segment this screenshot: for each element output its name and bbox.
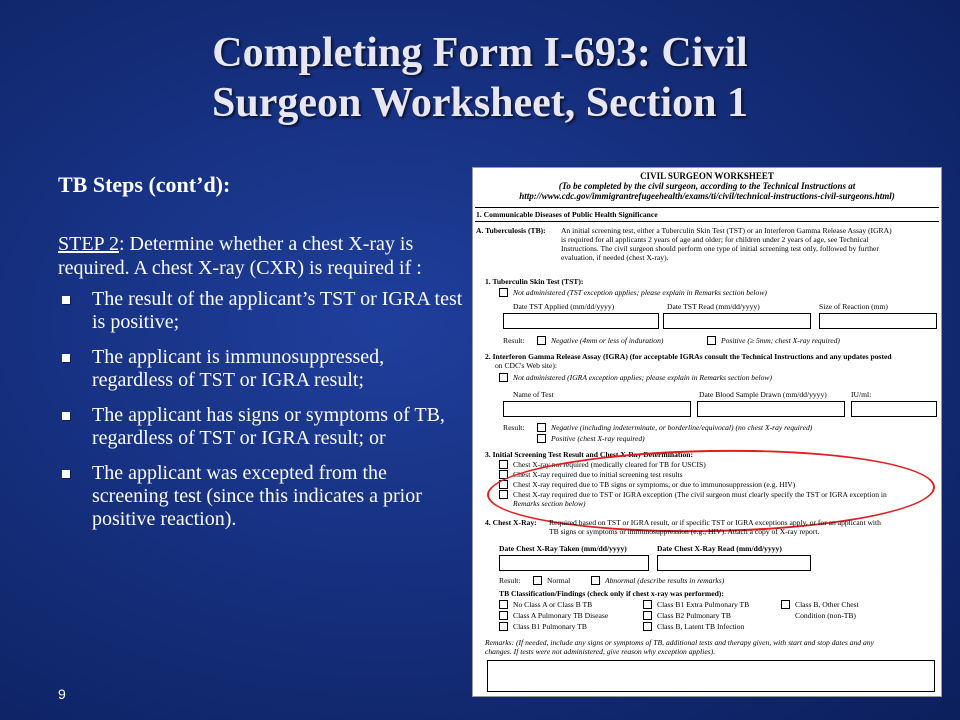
value-field <box>851 401 937 417</box>
cxr-normal: Normal <box>547 576 571 585</box>
checkbox <box>499 611 508 620</box>
step-text: : Determine whether a chest X-ray is required. A chest X-ray (CXR) is required if : <box>58 233 422 279</box>
checkbox <box>537 336 546 345</box>
form-title: CIVIL SURGEON WORKSHEET <box>640 171 774 181</box>
remarks-text: changes. If tests were not administered, give reason why exception applies). <box>485 647 716 656</box>
tb-text: An initial screening test, either a Tuberculin Skin Test (TST) or an Interferon Gamma Release Assay (IGRA) <box>561 226 892 235</box>
determination-option: Chest X-ray not required (medically cleared for TB for USCIS) <box>513 460 706 469</box>
result-label: Result: <box>503 336 525 345</box>
cxr-text: TB signs or symptoms or immunosuppression (e.g., HIV). Attach a copy of X-ray report. <box>549 527 820 536</box>
determination-option: Chest X-ray required due to TB signs or symptoms, or due to immunosuppression (e.g. HIV) <box>513 480 796 489</box>
checkbox <box>499 288 508 297</box>
bullet-item: The result of the applicant’s TST or IGRA test is positive; <box>58 288 466 334</box>
determination-option-cont: Remarks section below) <box>513 499 586 508</box>
bullet-item: The applicant is immunosuppressed, regardless of TST or IGRA result; <box>58 346 466 392</box>
classification-heading: TB Classification/Findings (check only if chest x-ray was performed): <box>499 589 724 598</box>
form-url: http://www.cdc.gov/immigrantrefugeehealth/exams/ti/civil/technical-instructions-civil-surgeons.html) <box>519 191 895 201</box>
tb-text: is required for all applicants 2 years of age and older; for children under 2 years of age, see Technical <box>561 235 869 244</box>
date-field <box>657 555 811 571</box>
tst-read-label: Date TST Read (mm/dd/yyyy) <box>667 302 760 311</box>
igra-heading: 2. Interferon Gamma Release Assay (IGRA) (for acceptable IGRAs consult the Technical Instructions and any updates posted <box>485 352 892 361</box>
date-field <box>503 313 659 329</box>
slide-title-line2: Surgeon Worksheet, Section 1 <box>212 80 748 126</box>
classification-option: Class B1 Extra Pulmonary TB <box>657 600 750 609</box>
igra-negative: Negative (including indeterminate, or borderline/equivocal) (no chest X-ray required) <box>551 423 813 432</box>
text-field <box>503 401 691 417</box>
slide-body <box>58 172 466 543</box>
checkbox <box>781 600 790 609</box>
tst-positive: Positive (≥ 5mm; chest X-ray required) <box>721 336 840 345</box>
tst-applied-label: Date TST Applied (mm/dd/yyyy) <box>513 302 615 311</box>
classification-option-cont: Condition (non-TB) <box>795 611 856 620</box>
classification-option: Class B, Other Chest <box>795 600 859 609</box>
bullet-item: The applicant has signs or symptoms of TB, regardless of TST or IGRA result; or <box>58 404 466 450</box>
igra-positive: Positive (chest X-ray required) <box>551 434 645 443</box>
remarks-field <box>487 660 935 692</box>
cxr-taken-label: Date Chest X-Ray Taken (mm/dd/yyyy) <box>499 544 627 553</box>
cxr-text: Required based on TST or IGRA result, or if specific TST or IGRA exceptions apply, or for an applicant with <box>549 518 881 527</box>
square-bullet-icon <box>62 412 70 420</box>
form-header <box>473 171 941 201</box>
bullet-list <box>58 288 466 531</box>
igra-heading-cont: on CDC's Web site): <box>495 361 557 370</box>
checkbox <box>537 434 546 443</box>
determination-option: Chest X-ray required due to TST or IGRA exception (The civil surgeon must clearly specify the TST or IGRA exception in <box>513 490 887 499</box>
cxr-heading: 4. Chest X-Ray: <box>485 518 537 527</box>
classification-option: Class B2 Pulmonary TB <box>657 611 731 620</box>
determination-heading: 3. Initial Screening Test Result and Chest X-Ray Determination: <box>485 450 694 459</box>
slide-title <box>60 28 900 128</box>
slide-title-line1: Completing Form I-693: Civil <box>212 30 748 76</box>
remarks-text: Remarks: (If needed, include any signs or symptoms of TB, additional tests and therapy given, with start and stop dates and any <box>485 638 874 647</box>
cxr-read-label: Date Chest X-Ray Read (mm/dd/yyyy) <box>657 544 782 553</box>
igra-not-administered: Not administered (IGRA exception applies; please explain in Remarks section below) <box>513 373 772 382</box>
result-label: Result: <box>503 423 525 432</box>
bullet-item: The applicant was excepted from the screening test (since this indicates a prior positive reaction). <box>58 462 466 531</box>
checkbox <box>499 600 508 609</box>
checkbox <box>591 576 600 585</box>
determination-option: Chest X-ray required due to initial screening test results <box>513 470 683 479</box>
date-field <box>663 313 811 329</box>
tb-label: A. Tuberculosis (TB): <box>476 226 546 235</box>
checkbox <box>643 611 652 620</box>
checkbox <box>707 336 716 345</box>
checkbox <box>499 373 508 382</box>
tst-negative: Negative (4mm or less of induration) <box>551 336 664 345</box>
tb-text: Instructions. The civil surgeon should perform one type of initial screening test only, followed by further <box>561 244 879 253</box>
checkbox <box>643 622 652 631</box>
date-field <box>499 555 649 571</box>
checkbox <box>537 423 546 432</box>
step-label: STEP 2 <box>58 233 119 255</box>
form-subtitle: (To be completed by the civil surgeon, according to the Technical Instructions at <box>558 181 856 191</box>
tst-not-administered: Not administered (TST exception applies; please explain in Remarks section below) <box>513 288 767 297</box>
tst-size-label: Size of Reaction (mm) <box>819 302 888 311</box>
classification-option: No Class A or Class B TB <box>513 600 593 609</box>
form-i693-worksheet-image <box>473 168 941 696</box>
page-number: 9 <box>58 686 66 702</box>
form-rule <box>475 207 939 208</box>
square-bullet-icon <box>62 296 70 304</box>
igra-unit-label: IU/ml: <box>851 390 872 399</box>
classification-option: Class A Pulmonary TB Disease <box>513 611 609 620</box>
cxr-abnormal: Abnormal (describe results in remarks) <box>605 576 725 585</box>
classification-option: Class B, Latent TB Infection <box>657 622 745 631</box>
igra-date-label: Date Blood Sample Drawn (mm/dd/yyyy) <box>699 390 827 399</box>
date-field <box>697 401 845 417</box>
square-bullet-icon <box>62 470 70 478</box>
size-field <box>819 313 937 329</box>
section-1-heading: 1. Communicable Diseases of Public Health Significance <box>476 210 658 219</box>
form-rule <box>475 221 939 222</box>
tb-text: evaluation, if needed (chest X-ray). <box>561 253 669 262</box>
checkbox <box>499 460 508 469</box>
checkbox <box>643 600 652 609</box>
square-bullet-icon <box>62 354 70 362</box>
checkbox <box>533 576 542 585</box>
igra-name-label: Name of Test <box>513 390 554 399</box>
subheading: TB Steps (cont’d): <box>58 172 231 197</box>
result-label: Result: <box>499 576 521 585</box>
tst-heading: 1. Tuberculin Skin Test (TST): <box>485 277 584 286</box>
classification-option: Class B1 Pulmonary TB <box>513 622 587 631</box>
step-paragraph <box>58 232 466 280</box>
checkbox <box>499 622 508 631</box>
